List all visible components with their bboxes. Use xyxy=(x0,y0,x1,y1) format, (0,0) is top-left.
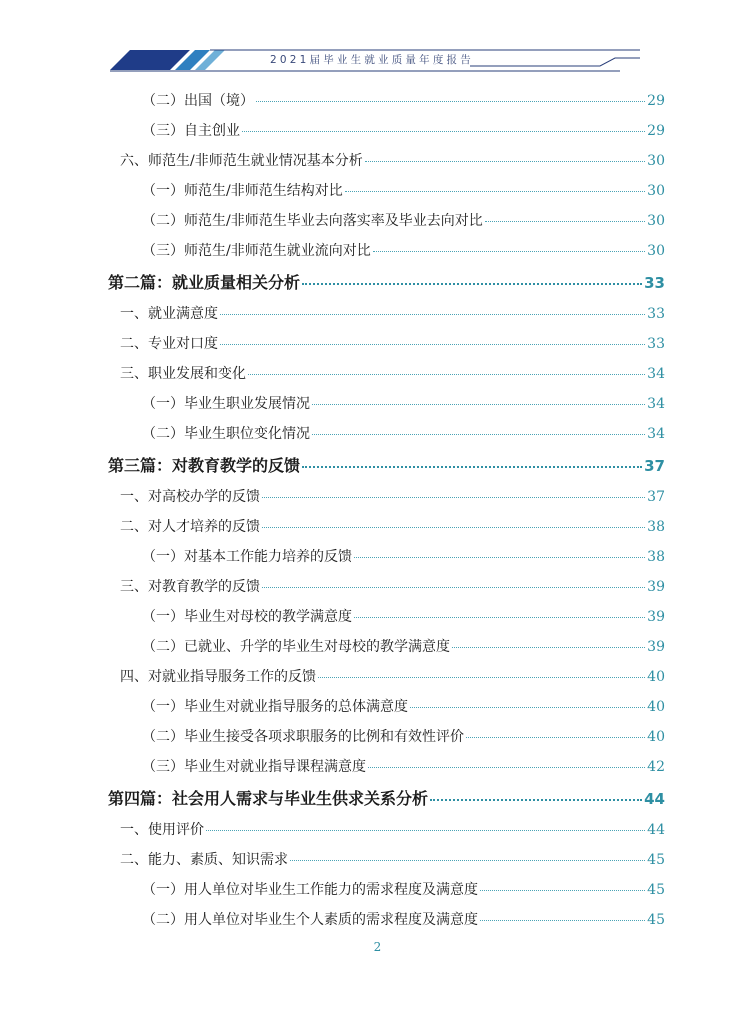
toc-entry[interactable] xyxy=(0,120,755,140)
toc-leader xyxy=(262,497,645,498)
toc-entry-label: （二）师范生/非师范生毕业去向落实率及毕业去向对比 xyxy=(142,213,483,229)
toc-leader xyxy=(318,677,645,678)
toc-entry-label: 二、能力、素质、知识需求 xyxy=(120,852,288,868)
toc-entry-page: 30 xyxy=(647,213,665,229)
toc-leader xyxy=(262,527,645,528)
toc-entry-page: 34 xyxy=(647,426,665,442)
toc-entry[interactable] xyxy=(0,180,755,200)
toc-leader xyxy=(354,617,645,618)
toc-leader xyxy=(452,647,645,648)
toc-entry-label: （二）毕业生职位变化情况 xyxy=(142,426,310,442)
toc-entry[interactable] xyxy=(0,333,755,353)
toc-entry[interactable] xyxy=(0,636,755,656)
toc-entry-label: （二）用人单位对毕业生个人素质的需求程度及满意度 xyxy=(142,912,478,928)
toc-entry-page: 29 xyxy=(647,123,665,139)
toc-entry-label: 二、对人才培养的反馈 xyxy=(120,519,260,535)
toc-entry-page: 44 xyxy=(647,822,665,838)
toc-leader xyxy=(206,830,645,831)
toc-entry-page: 39 xyxy=(647,609,665,625)
toc-part-heading[interactable] xyxy=(0,786,755,809)
footer-page-number: 2 xyxy=(373,940,382,954)
toc-entry[interactable] xyxy=(0,666,755,686)
toc-entry-label: （二）出国（境） xyxy=(142,93,254,109)
toc-entry-label: （三）师范生/非师范生就业流向对比 xyxy=(142,243,371,259)
toc-leader xyxy=(302,283,642,285)
toc-entry-label: 一、对高校办学的反馈 xyxy=(120,489,260,505)
toc-entry-label: （二）已就业、升学的毕业生对母校的教学满意度 xyxy=(142,639,450,655)
toc-entry-page: 29 xyxy=(647,93,665,109)
toc-entry-label: （一）毕业生对就业指导服务的总体满意度 xyxy=(142,699,408,715)
toc-entry[interactable] xyxy=(0,210,755,230)
toc-entry-label: （一）毕业生对母校的教学满意度 xyxy=(142,609,352,625)
toc-entry-page: 38 xyxy=(647,549,665,565)
toc-entry-page: 45 xyxy=(647,882,665,898)
toc-entry[interactable] xyxy=(0,696,755,716)
toc-entry[interactable] xyxy=(0,303,755,323)
toc-entry-page: 37 xyxy=(647,489,665,505)
toc-leader xyxy=(410,707,645,708)
header-decoration xyxy=(0,0,755,80)
toc-entry-page: 39 xyxy=(647,639,665,655)
page-header xyxy=(0,0,755,80)
toc-entry-page: 45 xyxy=(647,852,665,868)
toc-part-page: 44 xyxy=(644,790,665,808)
toc-leader xyxy=(345,191,645,192)
toc-entry-page: 39 xyxy=(647,579,665,595)
toc-entry[interactable] xyxy=(0,393,755,413)
toc-entry-label: （一）用人单位对毕业生工作能力的需求程度及满意度 xyxy=(142,882,478,898)
toc-leader xyxy=(262,587,645,588)
toc-leader xyxy=(480,890,645,891)
toc-leader xyxy=(220,344,645,345)
toc-part-heading[interactable] xyxy=(0,453,755,476)
toc-leader xyxy=(480,920,645,921)
toc-part-heading[interactable] xyxy=(0,270,755,293)
toc-leader xyxy=(354,557,645,558)
toc-entry-page: 40 xyxy=(647,729,665,745)
toc-entry-page: 40 xyxy=(647,669,665,685)
toc-part-page: 37 xyxy=(644,457,665,475)
toc-leader xyxy=(368,767,645,768)
toc-leader xyxy=(220,314,645,315)
toc-entry-label: （一）对基本工作能力培养的反馈 xyxy=(142,549,352,565)
toc-entry-page: 45 xyxy=(647,912,665,928)
toc-entry-label: （二）毕业生接受各项求职服务的比例和有效性评价 xyxy=(142,729,464,745)
header-title: 2021届毕业生就业质量年度报告 xyxy=(270,54,474,66)
toc-entry-page: 40 xyxy=(647,699,665,715)
toc-leader xyxy=(290,860,645,861)
toc-leader xyxy=(256,101,645,102)
toc-entry-page: 42 xyxy=(647,759,665,775)
toc-entry-label: （一）师范生/非师范生结构对比 xyxy=(142,183,343,199)
toc-entry-label: 四、对就业指导服务工作的反馈 xyxy=(120,669,316,685)
toc-entry-label: 三、对教育教学的反馈 xyxy=(120,579,260,595)
toc-entry[interactable] xyxy=(0,423,755,443)
toc-entry[interactable] xyxy=(0,879,755,899)
toc-entry-label: （一）毕业生职业发展情况 xyxy=(142,396,310,412)
toc-entry-page: 33 xyxy=(647,306,665,322)
toc-entry[interactable] xyxy=(0,756,755,776)
toc-entry[interactable] xyxy=(0,150,755,170)
toc-entry[interactable] xyxy=(0,516,755,536)
toc-entry-label: 三、职业发展和变化 xyxy=(120,366,246,382)
toc-leader xyxy=(365,161,645,162)
toc-entry[interactable] xyxy=(0,606,755,626)
toc-leader xyxy=(430,799,642,801)
toc-leader xyxy=(466,737,645,738)
toc-entry[interactable] xyxy=(0,546,755,566)
toc-entry-label: （三）毕业生对就业指导课程满意度 xyxy=(142,759,366,775)
toc-entry[interactable] xyxy=(0,909,755,929)
toc-entry-label: 一、使用评价 xyxy=(120,822,204,838)
toc-leader xyxy=(373,251,645,252)
toc-entry-page: 33 xyxy=(647,336,665,352)
toc-entry-page: 30 xyxy=(647,243,665,259)
toc-entry-page: 30 xyxy=(647,183,665,199)
toc-leader xyxy=(248,374,645,375)
toc-leader xyxy=(312,404,645,405)
toc-entry-label: （三）自主创业 xyxy=(142,123,240,139)
toc-part-page: 33 xyxy=(644,274,665,292)
toc-entry[interactable] xyxy=(0,486,755,506)
toc-entry-label: 六、师范生/非师范生就业情况基本分析 xyxy=(120,153,363,169)
toc-entry[interactable] xyxy=(0,240,755,260)
toc-leader xyxy=(242,131,645,132)
toc-part-label: 第二篇：就业质量相关分析 xyxy=(108,273,301,292)
toc-entry-label: 二、专业对口度 xyxy=(120,336,218,352)
toc-entry-page: 34 xyxy=(647,366,665,382)
toc-entry[interactable] xyxy=(0,576,755,596)
toc-leader xyxy=(302,466,642,468)
toc-leader xyxy=(485,221,645,222)
toc-entry[interactable] xyxy=(0,726,755,746)
toc-entry-page: 30 xyxy=(647,153,665,169)
toc-part-label: 第四篇：社会用人需求与毕业生供求关系分析 xyxy=(108,789,429,808)
toc-part-label: 第三篇：对教育教学的反馈 xyxy=(108,456,301,475)
toc-entry-page: 38 xyxy=(647,519,665,535)
toc-entry[interactable] xyxy=(0,363,755,383)
toc-leader xyxy=(312,434,645,435)
toc-entry[interactable] xyxy=(0,819,755,839)
toc-entry[interactable] xyxy=(0,849,755,869)
toc-entry-label: 一、就业满意度 xyxy=(120,306,218,322)
toc-entry[interactable] xyxy=(0,90,755,110)
toc-entry-page: 34 xyxy=(647,396,665,412)
